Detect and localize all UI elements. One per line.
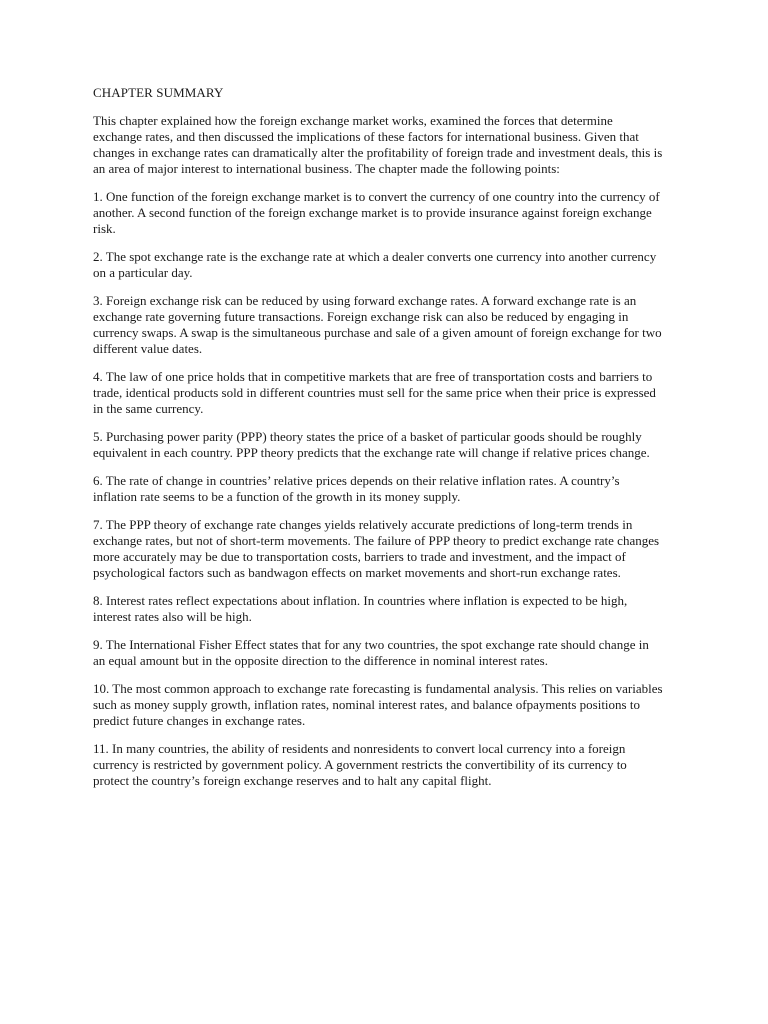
summary-point-11: 11. In many countries, the ability of residents and nonresidents to convert local currency into a foreign currency is restricted by government policy. A government restricts the convertibility of its currency to protect the country’s foreign exchange reserves and to halt any capital flight. xyxy=(93,741,627,788)
summary-point-1: 1. One function of the foreign exchange market is to convert the currency of one country into the currency of another. A second function of the foreign exchange market is to provide insurance against foreign exchange risk. xyxy=(93,189,660,236)
summary-point-8: 8. Interest rates reflect expectations about inflation. In countries where inflation is expected to be high, interest rates also will be high. xyxy=(93,593,628,624)
summary-point-3: 3. Foreign exchange risk can be reduced by using forward exchange rates. A forward exchange rate is an exchange rate governing future transactions. Foreign exchange risk can also be reduced by engaging in currency swaps. A swap is the simultaneous purchase and sale of a given amount of foreign exchange for two different value dates. xyxy=(93,293,662,356)
intro-paragraph: This chapter explained how the foreign exchange market works, examined the forces that determine exchange rates, and then discussed the implications of these factors for international business. Given that changes in exchange rates can dramatically alter the profitability of foreign trade and investment deals, this is an area of major interest to international business. The chapter made the following points: xyxy=(93,113,663,176)
summary-point-6: 6. The rate of change in countries’ relative prices depends on their relative inflation rates. A country’s inflation rate seems to be a function of the growth in its money supply. xyxy=(93,473,620,504)
document-page xyxy=(93,85,663,801)
summary-point-7: 7. The PPP theory of exchange rate changes yields relatively accurate predictions of long-term trends in exchange rates, but not of short-term movements. The failure of PPP theory to predict exchange rate changes more accurately may be due to transportation costs, barriers to trade and investment, and the impact of psychological factors such as bandwagon effects on market movements and short-run exchange rates. xyxy=(93,517,660,580)
summary-point-2: 2. The spot exchange rate is the exchange rate at which a dealer converts one currency into another currency on a particular day. xyxy=(93,249,657,280)
summary-point-9: 9. The International Fisher Effect states that for any two countries, the spot exchange rate should change in an equal amount but in the opposite direction to the difference in nominal interest rates. xyxy=(93,637,649,668)
summary-point-4: 4. The law of one price holds that in competitive markets that are free of transportation costs and barriers to trade, identical products sold in different countries must sell for the same price when their price is expressed in the same currency. xyxy=(93,369,656,416)
summary-point-5: 5. Purchasing power parity (PPP) theory states the price of a basket of particular goods should be roughly equivalent in each country. PPP theory predicts that the exchange rate will change if relative prices change. xyxy=(93,429,650,460)
chapter-heading: CHAPTER SUMMARY xyxy=(93,85,224,100)
summary-point-10: 10. The most common approach to exchange rate forecasting is fundamental analysis. This relies on variables such as money supply growth, inflation rates, nominal interest rates, and balance ofpayments positions to predict future changes in exchange rates. xyxy=(93,681,663,728)
